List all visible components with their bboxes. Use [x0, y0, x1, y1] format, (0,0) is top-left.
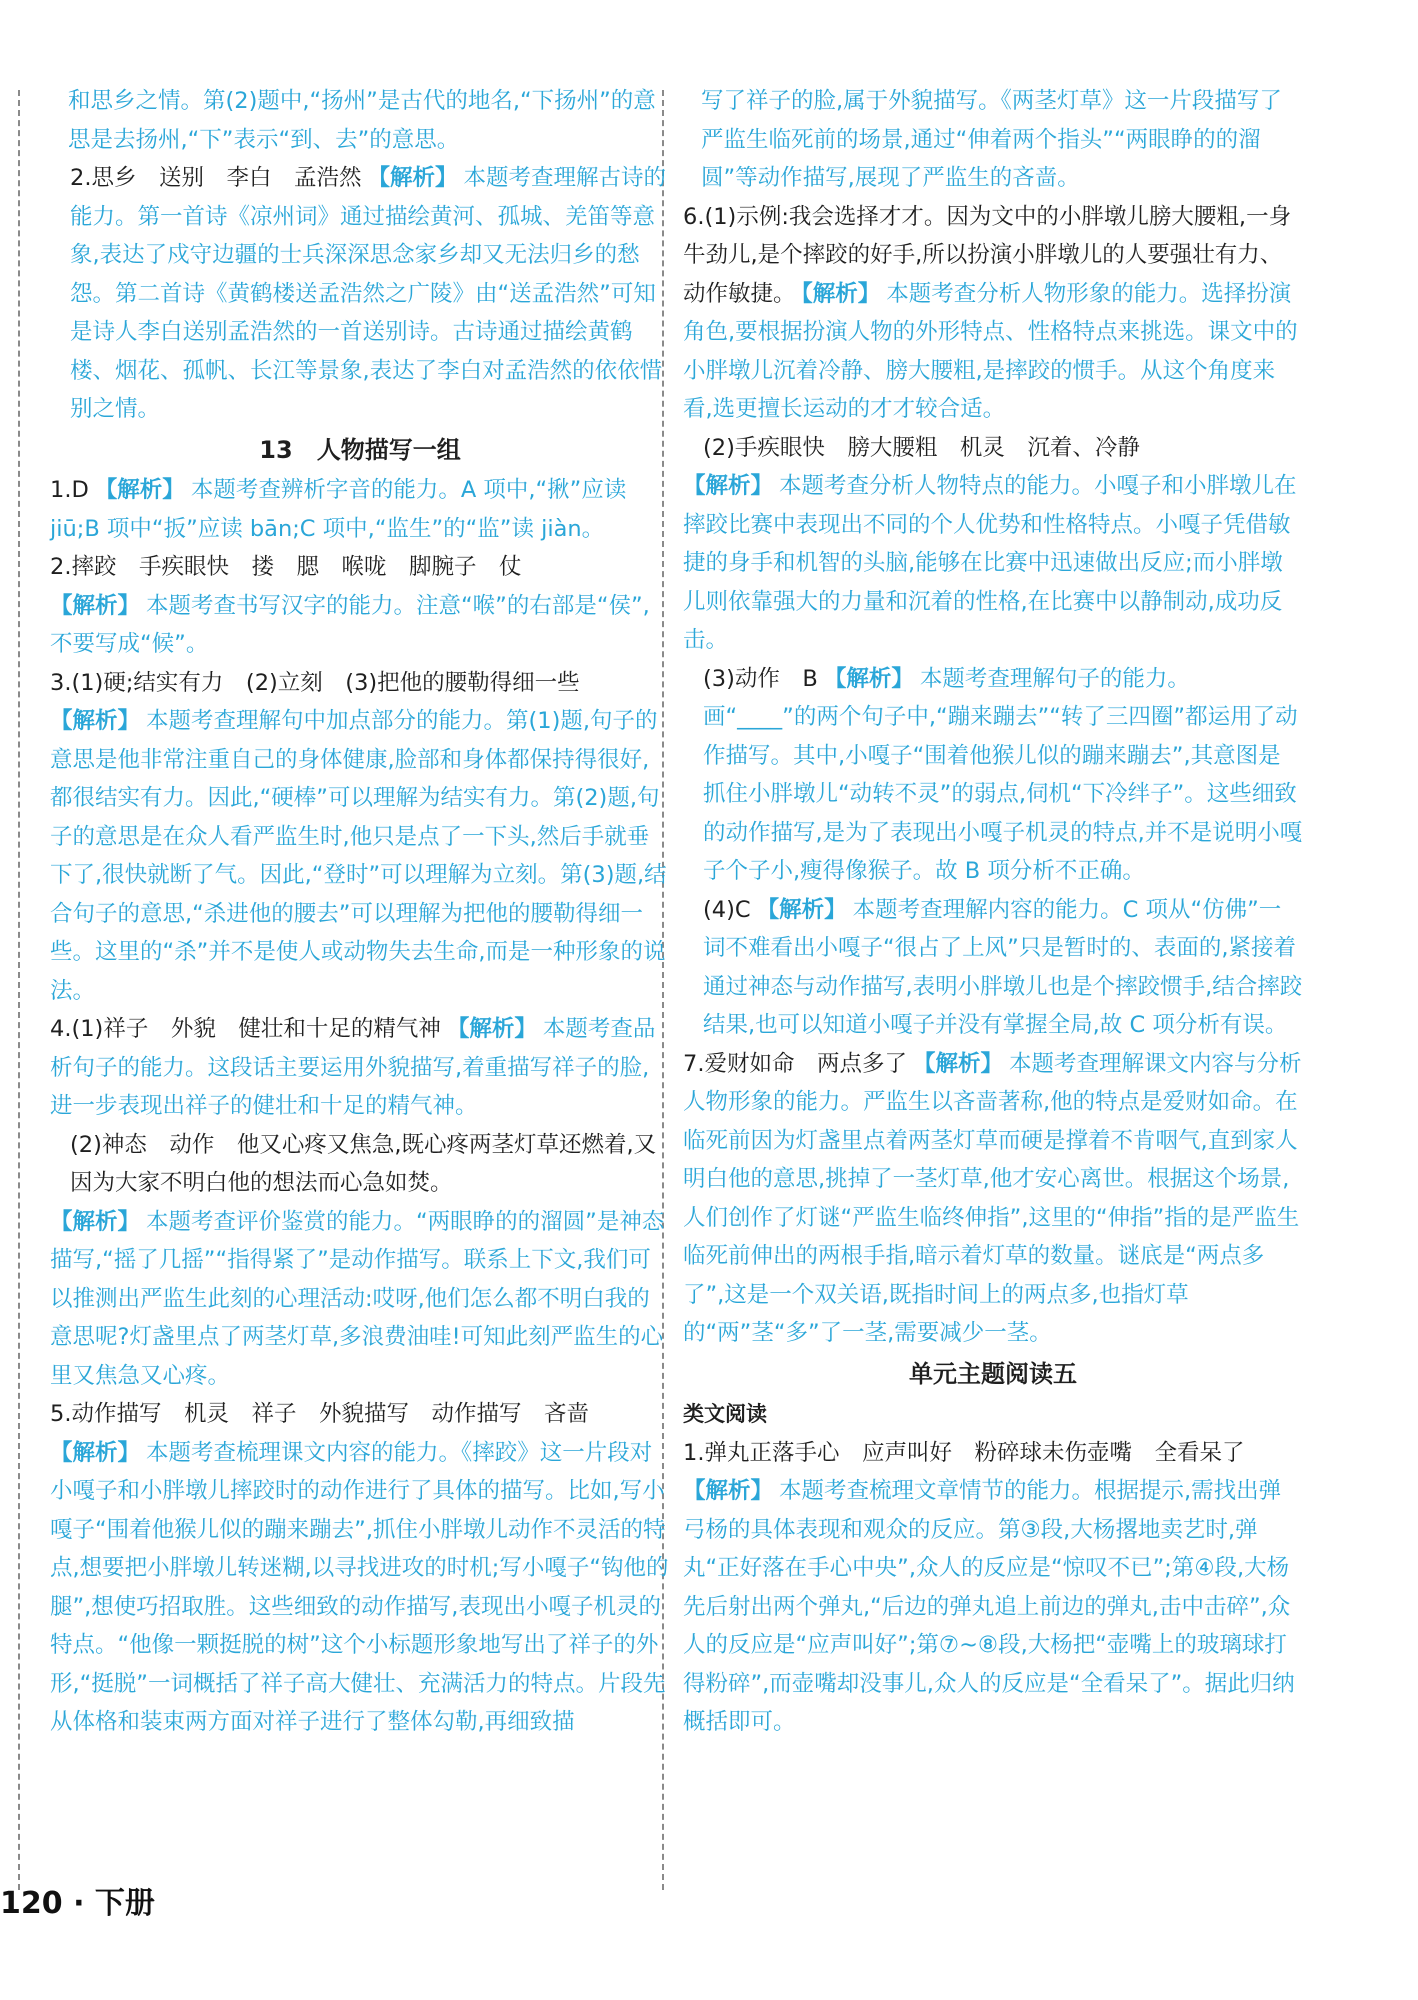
q2-analysis-block [50, 587, 670, 664]
reading-q1-analysis-block [683, 1472, 1303, 1742]
q6-2-analysis-block [683, 467, 1303, 660]
answer-2-text: 2.思乡 送别 李白 孟浩然 [70, 165, 362, 191]
answer-2 [50, 159, 670, 429]
section-title-unit-reading: 单元主题阅读五 [909, 1359, 1077, 1388]
continued-analysis: 和思乡之情。第(2)题中,“扬州”是古代的地名,“下扬州”的意思是去扬州,“下”表示“到、去”的意思。 [68, 88, 656, 153]
q3-analysis-block [50, 702, 670, 1010]
right-column [683, 82, 1303, 1742]
page-number: 120 · 下册 [0, 1886, 155, 1921]
q4-answer: 4.(1)祥子 外貌 健壮和十足的精气神 [50, 1016, 441, 1042]
q4-analysis-1: 本题考查品析句子的能力。这段话主要运用外貌描写,着重描写祥子的脸,进一步表现出祥子的健壮和十足的精气神。 [50, 1016, 656, 1119]
q6-analysis-2: 本题考查分析人物特点的能力。小嘎子和小胖墩儿在摔跤比赛中表现出不同的个人优势和性格特点。小嘎子凭借敏捷的身手和机智的头脑,能够在比赛中迅速做出反应;而小胖墩儿则依靠强大的力量和沉着的性格,在比赛中以静制动,成功反击。 [683, 473, 1297, 653]
q5-analysis: 本题考查梳理课文内容的能力。《摔跤》这一片段对小嘎子和小胖墩儿摔跤时的动作进行了具体的描写。比如,写小嘎子“围着他猴儿似的蹦来蹦去”,抓住小胖墩儿动作不灵活的特点,想要把小胖墩儿转迷糊,以寻找进攻的时机;写小嘎子“钩他的腿”,想使巧招取胜。这些细致的动作描写,表现出小嘎子机灵的特点。“他像一颗挺脱的树”这个小标题形象地写出了祥子的外形,“挺脱”一词概括了祥子高大健壮、充满活力的特点。片段先从体格和装束两方面对祥子进行了整体勾勒,再细致描 [50, 1439, 669, 1735]
analysis-tag: 【解析】 [50, 708, 141, 734]
q7-analysis: 本题考查理解课文内容与分析人物形象的能力。严监生以吝啬著称,他的特点是爱财如命。在临死前因为灯盏里点着两茎灯草而硬是撑着不肯咽气,直到家人明白他的意思,挑掉了一茎灯草,他才安心离世。根据这个场景,人们创作了灯谜“严监生临终伸指”,这里的“伸指”指的是严监生临死前伸出的两根手指,暗示着灯草的数量。谜底是“两点多了”,这是一个双关语,既指时间上的两点多,也指灯草的“两”茎“多”了一茎,需要减少一茎。 [683, 1050, 1302, 1346]
reading-q1 [683, 1434, 1303, 1473]
q3-answer: 3.(1)硬;结实有力 (2)立刻 (3)把他的腰勒得细一些 [50, 669, 580, 696]
analysis-tag: 【解析】 [823, 665, 914, 692]
analysis-tag: 【解析】 [912, 1050, 1003, 1077]
q4-1 [50, 1010, 670, 1126]
q4-2-answer: (2)神态 动作 他又心疼又焦急,既心疼两茎灯草还燃着,又因为大家不明白他的想法而心急如焚。 [70, 1131, 657, 1196]
q4-2-analysis-block [50, 1203, 670, 1396]
q6-4 [683, 891, 1303, 1045]
analysis-tag: 【解析】 [367, 165, 458, 191]
analysis-tag: 【解析】 [683, 1478, 774, 1504]
continued-analysis-right: 写了祥子的脸,属于外貌描写。《两茎灯草》这一片段描写了严监生临死前的场景,通过“伸着两个指头”“两眼睁的的溜圆”等动作描写,展现了严监生的吝啬。 [701, 88, 1282, 191]
analysis-tag: 【解析】 [50, 592, 141, 619]
analysis-tag: 【解析】 [446, 1016, 537, 1042]
q4-analysis-2: 本题考查评价鉴赏的能力。“两眼睁的的溜圆”是神态描写,“摇了几摇”“指得紧了”是动作描写。联系上下文,我们可以推测出严监生此刻的心理活动:哎呀,他们怎么都不明白我的意思呢?灯盏里点了两茎灯草,多浪费油哇!可知此刻严监生的心里又焦急又心疼。 [50, 1208, 665, 1389]
answer-2-analysis: 本题考查理解古诗的能力。第一首诗《凉州词》通过描绘黄河、孤城、羌笛等意象,表达了戍守边疆的士兵深深思念家乡却又无法归乡的愁怨。第二首诗《黄鹤楼送孟浩然之广陵》由“送孟浩然”可知是诗人李白送别孟浩然的一首送别诗。古诗通过描绘黄鹤楼、烟花、孤帆、长江等景象,表达了李白对孟浩然的依依惜别之情。 [70, 165, 666, 422]
q6-3-answer: (3)动作 B [703, 665, 818, 692]
q6-analysis-4: 本题考查理解内容的能力。C 项从“仿佛”一词不难看出小嘎子“很占了上风”只是暂时的、表面的,紧接着通过神态与动作描写,表明小胖墩儿也是个摔跤惯手,结合摔跤结果,也可以知道小嘎子并没有掌握全局,故 C 项分析有误。 [703, 896, 1303, 1038]
q1-answer: 1.D [50, 477, 89, 503]
q6-4-answer: (4)C [703, 896, 751, 923]
q3-analysis: 本题考查理解句中加点部分的能力。第(1)题,句子的意思是他非常注重自己的身体健康,脸部和身体都保持得很好,都很结实有力。因此,“硬棒”可以理解为结实有力。第(2)题,句子的意思是在众人看严监生时,他只是点了一下头,然后手就垂下了,很快就断了气。因此,“登时”可以理解为立刻。第(3)题,结合句子的意思,“杀进他的腰去”可以理解为把他的腰勒得细一些。这里的“杀”并不是使人或动物失去生命,而是一种形象的说法。 [50, 708, 667, 1004]
q1 [50, 471, 670, 548]
q2-answer: 2.摔跤 手疾眼快 搂 腮 喉咙 脚腕子 仗 [50, 554, 522, 580]
q7 [683, 1045, 1303, 1353]
q6-answer: 6.(1)示例:我会选择才才。因为文中的小胖墩儿膀大腰粗,一身牛劲儿,是个摔跤的好手,所以扮演小胖墩儿的人要强壮有力、动作敏捷。 [683, 203, 1292, 307]
q6-analysis-1: 本题考查分析人物形象的能力。选择扮演角色,要根据扮演人物的外形特点、性格特点来挑选。课文中的小胖墩儿沉着冷静、膀大腰粗,是摔跤的惯手。从这个角度来看,选更擅长运动的才才较合适。 [683, 280, 1298, 422]
q7-answer: 7.爱财如命 两点多了 [683, 1050, 907, 1077]
analysis-tag: 【解析】 [683, 473, 774, 499]
analysis-tag: 【解析】 [94, 477, 185, 503]
q2-analysis: 本题考查书写汉字的能力。注意“喉”的右部是“侯”,不要写成“候”。 [50, 592, 650, 657]
analysis-tag: 【解析】 [756, 896, 847, 923]
analysis-tag: 【解析】 [50, 1208, 141, 1235]
left-margin-dash [18, 90, 20, 1890]
q1-analysis: 本题考查辨析字音的能力。A 项中,“揪”应读 jiū;B 项中“扳”应读 bān;C 项中,“监生”的“监”读 jiàn。 [50, 477, 627, 542]
analysis-tag: 【解析】 [50, 1439, 141, 1466]
section-title-13: 13 人物描写一组 [259, 435, 461, 464]
left-column [50, 82, 670, 1742]
q5-analysis-block [50, 1434, 670, 1742]
sub-title-reading: 类文阅读 [683, 1402, 767, 1426]
analysis-tag: 【解析】 [801, 280, 881, 307]
reading-q1-analysis: 本题考查梳理文章情节的能力。根据提示,需找出弹弓杨的具体表现和观众的反应。第③段,大杨撂地卖艺时,弹丸“正好落在手心中央”,众人的反应是“惊叹不已”;第④段,大杨先后射出两个弹丸,“后边的弹丸追上前边的弹丸,击中击碎”,众人的反应是“应声叫好”;第⑦~⑧段,大杨把“壶嘴上的玻璃球打得粉碎”,而壶嘴却没事儿,众人的反应是“全看呆了”。据此归纳概括即可。 [683, 1478, 1295, 1735]
q6-analysis-3: 本题考查理解句子的能力。画“____”的两个句子中,“蹦来蹦去”“转了三四圈”都运用了动作描写。其中,小嘎子“围着他猴儿似的蹦来蹦去”,其意图是抓住小胖墩儿“动转不灵”的弱点,伺机“下冷绊子”。这些细致的动作描写,是为了表现出小嘎子机灵的特点,并不是说明小嘎子个子小,瘦得像猴子。故 B 项分析不正确。 [703, 665, 1303, 884]
q5-answer: 5.动作描写 机灵 祥子 外貌描写 动作描写 吝啬 [50, 1401, 589, 1427]
q6-2-answer: (2)手疾眼快 膀大腰粗 机灵 沉着、冷静 [703, 434, 1140, 461]
q6-3 [683, 660, 1303, 891]
q6-1 [683, 198, 1303, 429]
reading-q1-answer: 1.弹丸正落手心 应声叫好 粉碎球未伤壶嘴 全看呆了 [683, 1439, 1245, 1466]
